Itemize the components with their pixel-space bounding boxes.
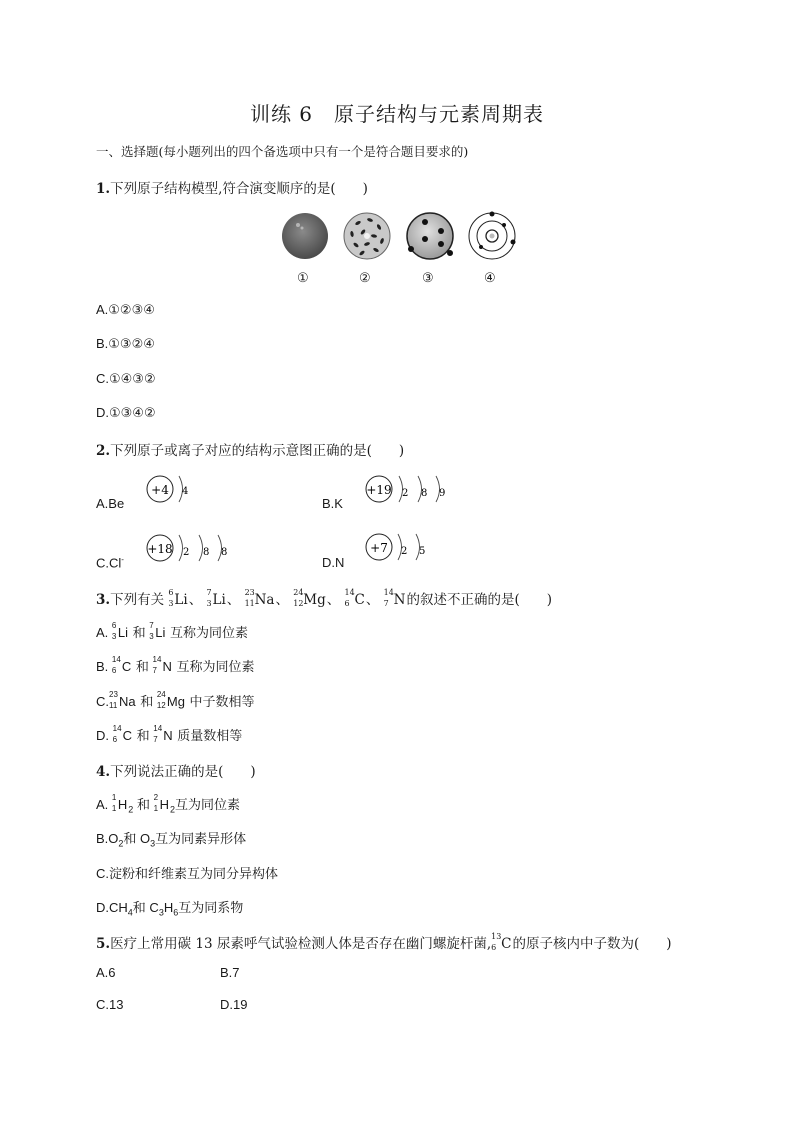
- nuclide-n14: 14 7 N: [383, 588, 406, 608]
- q3-option-b: B. 14 6 C 和 14 7 N 互称为同位素: [96, 655, 255, 675]
- q2-c-shell-1: 2: [183, 547, 190, 558]
- question-2-number: 2.: [96, 443, 111, 459]
- question-5-suffix: 的原子核内中子数为( ): [512, 936, 672, 952]
- question-3-prefix: 下列有关: [110, 592, 165, 608]
- q2-option-c-label: [96, 555, 124, 570]
- q3-option-c: C. 23 11 Na 和 24 12 Mg 中子数相等: [96, 690, 255, 710]
- q2-a-shell-1: 4: [182, 486, 189, 497]
- nuclide-c13: 13 6 C: [491, 932, 512, 952]
- q2-c-nucleus: +18: [147, 542, 173, 556]
- q5-option-a: A.6: [96, 965, 116, 980]
- q2-c-shell-2: 8: [203, 547, 210, 558]
- nuclide-li6: 6 3 Li: [168, 588, 188, 608]
- q2-d-shell-1: 2: [401, 546, 408, 557]
- question-3-suffix: 的叙述不正确的是( ): [406, 592, 553, 608]
- q2-option-a-diagram: [144, 474, 204, 508]
- question-1-number: 1.: [96, 181, 111, 197]
- question-1-text: 下列原子结构模型,符合演变顺序的是( ): [110, 181, 368, 197]
- q2-option-c-diagram: [144, 532, 244, 566]
- q2-a-nucleus: +4: [151, 483, 169, 497]
- q2-b-shell-1: 2: [402, 488, 409, 499]
- q2-option-b-diagram: [362, 474, 462, 508]
- question-4-stem: [96, 760, 256, 780]
- q4-option-d: $D.CH_4$和 $C_3H_6$互为同系物: [96, 900, 244, 918]
- question-5-stem: [96, 932, 672, 952]
- q2-option-d-diagram: [364, 532, 444, 566]
- q1-option-c: C.①④③②: [96, 371, 156, 386]
- q4-option-c: C.淀粉和纤维素互为同分异构体: [96, 866, 279, 881]
- q2-b-shell-2: 8: [421, 488, 428, 499]
- q2-d-shell-2: 5: [419, 546, 426, 557]
- nuclide-c14: 14 6 C: [344, 588, 365, 608]
- question-3-number: 3.: [96, 592, 111, 608]
- question-5-number: 5.: [96, 936, 111, 952]
- question-4-number: 4.: [96, 764, 111, 780]
- q1-option-a: A.①②③④: [96, 302, 155, 317]
- q4-option-b: $B.O_2$和 $O_3$互为同素异形体: [96, 831, 247, 849]
- q2-c-charge: -: [121, 555, 124, 564]
- question-2-text: 下列原子或离子对应的结构示意图正确的是( ): [110, 443, 405, 459]
- q5-option-b: B.7: [220, 965, 240, 980]
- q2-option-a-label: A.Be: [96, 496, 125, 511]
- q2-option-b-label: B.K: [322, 496, 343, 511]
- model-3-nuclear: [407, 213, 453, 259]
- model-4-bohr: [469, 212, 516, 260]
- question-4-text: 下列说法正确的是( ): [110, 764, 256, 780]
- question-1-stem: [96, 177, 368, 197]
- model-1-solid-sphere: [282, 213, 328, 259]
- model-label-4: ④: [484, 271, 496, 286]
- atom-models-figure: [278, 208, 524, 270]
- page-title: 训练 6 原子结构与元素周期表: [249, 102, 545, 126]
- question-5-prefix: 医疗上常用碳 13 尿素呼气试验检测人体是否存在幽门螺旋杆菌,: [110, 936, 492, 952]
- q1-option-b: B.①③②④: [96, 336, 155, 351]
- q2-b-shell-3: 9: [439, 488, 446, 499]
- q2-option-d-label: D.N: [322, 555, 345, 570]
- nuclide-mg24: 24 12 Mg: [293, 588, 326, 608]
- question-3-stem: 3.下列有关 6 3 Li、 7 3 Li、 23 11 Na、 24 12 Mg、 14 6 C、 14 7 N的叙述不正确的是( ): [96, 588, 553, 608]
- model-label-3: ③: [422, 271, 434, 286]
- model-label-2: ②: [359, 271, 371, 286]
- q1-option-d: D.①③④②: [96, 405, 156, 420]
- q3-option-d: D. 14 6 C 和 14 7 N 质量数相等: [96, 724, 243, 744]
- q5-option-c: C.13: [96, 997, 124, 1012]
- question-2-stem: [96, 439, 404, 459]
- nuclide-li7: 7 3 Li: [206, 588, 226, 608]
- q2-c-shell-3: 8: [221, 547, 228, 558]
- q4-option-a: A. 1 1 $H_2$ 和 2 1 $H_2$互为同位素: [96, 793, 240, 815]
- section-heading: 一、选择题(每小题列出的四个备选项中只有一个是符合题目要求的): [96, 144, 469, 159]
- q2-d-nucleus: +7: [370, 541, 388, 555]
- q2-b-nucleus: +19: [366, 483, 392, 497]
- nuclide-na23: 23 11 Na: [244, 588, 275, 608]
- model-label-1: ①: [297, 271, 309, 286]
- q3-option-a: A. 6 3 Li 和 7 3 Li 互称为同位素: [96, 621, 249, 641]
- q5-option-d: D.19: [220, 997, 248, 1012]
- model-2-plum-pudding: [344, 213, 390, 259]
- q2-c-label-text: C.Cl: [96, 555, 122, 571]
